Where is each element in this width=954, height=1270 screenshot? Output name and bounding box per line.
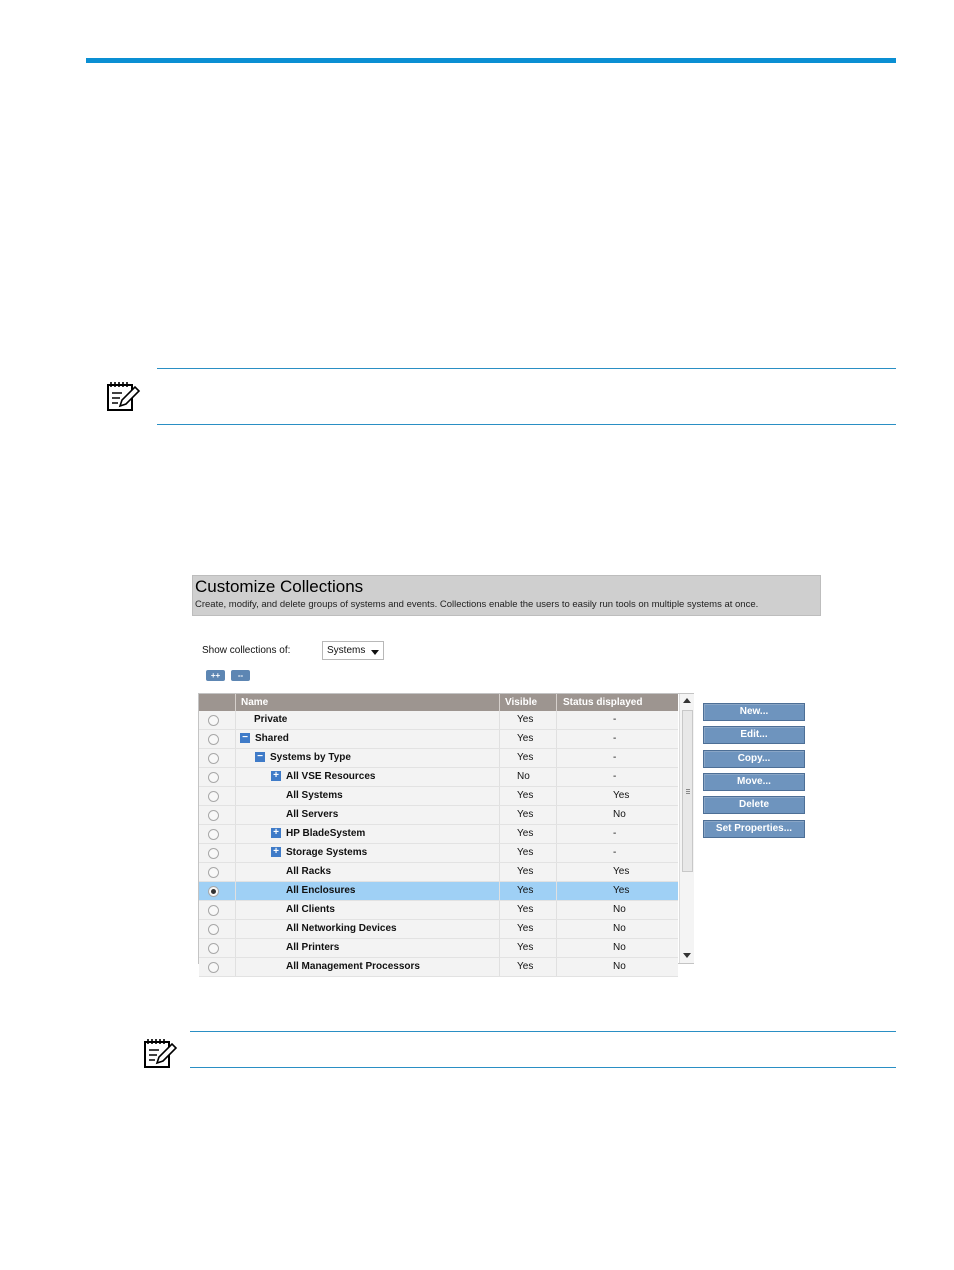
collapse-icon[interactable]: − <box>255 752 265 762</box>
cell-divider <box>235 863 236 881</box>
cell-divider <box>235 920 236 938</box>
row-status-displayed: - <box>613 828 617 839</box>
table-row[interactable] <box>199 749 678 768</box>
row-name: All Systems <box>286 790 343 801</box>
note-bottom-rule <box>157 424 896 425</box>
expand-icon[interactable]: + <box>271 828 281 838</box>
row-visible: Yes <box>517 714 534 725</box>
cell-divider <box>499 882 500 900</box>
row-name: All Management Processors <box>286 961 420 972</box>
row-visible: Yes <box>517 904 534 915</box>
cell-divider <box>556 939 557 957</box>
collection-type-value: Systems <box>327 645 366 656</box>
row-name: All Clients <box>286 904 335 915</box>
cell-divider <box>235 882 236 900</box>
cell-divider <box>556 768 557 786</box>
cell-divider <box>235 711 236 729</box>
cell-divider <box>499 711 500 729</box>
column-visible[interactable]: Visible <box>505 697 538 708</box>
page-description: Create, modify, and delete groups of systems and events. Collections enable the users to easily run tools on multiple systems at once. <box>195 599 759 610</box>
row-status-displayed: No <box>613 942 626 953</box>
cell-divider <box>499 749 500 767</box>
row-radio[interactable] <box>208 848 219 859</box>
row-name: All Servers <box>286 809 339 820</box>
row-name: Systems by Type <box>270 752 351 763</box>
cell-divider <box>556 844 557 862</box>
row-name: Storage Systems <box>286 847 368 858</box>
row-visible: Yes <box>517 828 534 839</box>
cell-divider <box>499 958 500 976</box>
edit-button[interactable]: Edit... <box>703 726 805 744</box>
row-name: All Racks <box>286 866 332 877</box>
row-visible: Yes <box>517 809 534 820</box>
row-status-displayed: No <box>613 961 626 972</box>
cell-divider <box>556 711 557 729</box>
row-status-displayed: - <box>613 752 617 763</box>
row-name: All Networking Devices <box>286 923 397 934</box>
note-bottom-rule <box>190 1067 896 1068</box>
delete-button[interactable]: Delete <box>703 796 805 814</box>
row-status-displayed: Yes <box>613 790 630 801</box>
expand-icon[interactable]: + <box>271 771 281 781</box>
cell-divider <box>556 958 557 976</box>
table-row[interactable] <box>199 863 678 882</box>
cell-divider <box>235 749 236 767</box>
cell-divider <box>556 806 557 824</box>
row-name: Shared <box>255 733 289 744</box>
row-radio[interactable] <box>208 734 219 745</box>
row-status-displayed: No <box>613 904 626 915</box>
cell-divider <box>556 901 557 919</box>
new-button[interactable]: New... <box>703 703 805 721</box>
grip-icon <box>686 789 690 790</box>
note-top-rule <box>157 368 896 369</box>
note-icon <box>143 1037 177 1069</box>
row-visible: Yes <box>517 923 534 934</box>
chevron-down-icon <box>371 650 379 655</box>
cell-divider <box>499 806 500 824</box>
scroll-thumb[interactable] <box>682 710 693 872</box>
cell-divider <box>499 920 500 938</box>
cell-divider <box>499 768 500 786</box>
cell-divider <box>499 863 500 881</box>
copy-button[interactable]: Copy... <box>703 750 805 768</box>
row-status-displayed: No <box>613 923 626 934</box>
scroll-down-icon[interactable] <box>683 953 691 958</box>
cell-divider <box>235 825 236 843</box>
page-top-rule <box>86 58 896 63</box>
header-divider <box>556 694 557 711</box>
table-row[interactable] <box>199 882 678 901</box>
row-radio[interactable] <box>208 791 219 802</box>
table-row[interactable] <box>199 901 678 920</box>
table-row[interactable] <box>199 730 678 749</box>
table-row[interactable] <box>199 768 678 787</box>
row-visible: Yes <box>517 866 534 877</box>
table-body <box>199 711 678 977</box>
cell-divider <box>235 901 236 919</box>
row-status-displayed: - <box>613 714 617 725</box>
scroll-up-icon[interactable] <box>683 698 691 703</box>
table-header <box>199 694 678 711</box>
row-radio[interactable] <box>208 962 219 973</box>
cell-divider <box>235 958 236 976</box>
table-row[interactable] <box>199 825 678 844</box>
row-radio[interactable] <box>208 715 219 726</box>
row-name: HP BladeSystem <box>286 828 366 839</box>
cell-divider <box>235 730 236 748</box>
row-radio[interactable] <box>208 810 219 821</box>
move-button[interactable]: Move... <box>703 773 805 791</box>
row-radio[interactable] <box>208 924 219 935</box>
row-name: Private <box>254 714 288 725</box>
table-row[interactable] <box>199 806 678 825</box>
row-radio[interactable] <box>208 886 219 897</box>
cell-divider <box>556 730 557 748</box>
row-visible: Yes <box>517 790 534 801</box>
row-status-displayed: No <box>613 809 626 820</box>
cell-divider <box>499 901 500 919</box>
row-name: All Printers <box>286 942 340 953</box>
row-radio[interactable] <box>208 772 219 783</box>
note-top-rule <box>190 1031 896 1032</box>
row-radio[interactable] <box>208 943 219 954</box>
cell-divider <box>556 863 557 881</box>
row-visible: Yes <box>517 847 534 858</box>
table-row[interactable] <box>199 787 678 806</box>
row-status-displayed: - <box>613 847 617 858</box>
row-name: All VSE Resources <box>286 771 376 782</box>
row-status-displayed: - <box>613 733 617 744</box>
row-status-displayed: Yes <box>613 885 630 896</box>
collapse-all-button[interactable]: -- <box>231 670 250 681</box>
table-row[interactable] <box>199 844 678 863</box>
row-name: All Enclosures <box>286 885 356 896</box>
cell-divider <box>556 749 557 767</box>
show-collections-label: Show collections of: <box>202 645 291 656</box>
row-status-displayed: Yes <box>613 866 630 877</box>
set-properties-button[interactable]: Set Properties... <box>703 820 805 838</box>
cell-divider <box>556 920 557 938</box>
cell-divider <box>235 939 236 957</box>
collection-type-select[interactable] <box>322 641 384 660</box>
expand-icon[interactable]: + <box>271 847 281 857</box>
row-visible: Yes <box>517 733 534 744</box>
row-radio[interactable] <box>208 867 219 878</box>
cell-divider <box>499 844 500 862</box>
row-status-displayed: - <box>613 771 617 782</box>
row-visible: Yes <box>517 942 534 953</box>
collapse-icon[interactable]: − <box>240 733 250 743</box>
vertical-scrollbar[interactable] <box>679 694 694 963</box>
page-header <box>192 575 821 616</box>
table-row[interactable] <box>199 920 678 939</box>
cell-divider <box>499 825 500 843</box>
page-title: Customize Collections <box>195 577 364 596</box>
cell-divider <box>235 844 236 862</box>
cell-divider <box>499 787 500 805</box>
table-row[interactable] <box>199 939 678 958</box>
cell-divider <box>556 787 557 805</box>
cell-divider <box>235 806 236 824</box>
cell-divider <box>499 730 500 748</box>
note-icon <box>106 380 140 412</box>
customize-collections-screenshot <box>192 575 822 972</box>
column-name[interactable]: Name <box>241 697 269 708</box>
row-radio[interactable] <box>208 829 219 840</box>
cell-divider <box>235 768 236 786</box>
header-divider <box>499 694 500 711</box>
cell-divider <box>235 787 236 805</box>
cell-divider <box>556 882 557 900</box>
row-visible: Yes <box>517 961 534 972</box>
header-divider <box>235 694 236 711</box>
row-radio[interactable] <box>208 905 219 916</box>
column-status-displayed[interactable]: Status displayed <box>563 697 643 708</box>
table-row[interactable] <box>199 711 678 730</box>
row-visible: Yes <box>517 752 534 763</box>
table-row[interactable] <box>199 958 678 977</box>
row-radio[interactable] <box>208 753 219 764</box>
expand-all-button[interactable]: ++ <box>206 670 225 681</box>
cell-divider <box>499 939 500 957</box>
row-visible: Yes <box>517 885 534 896</box>
cell-divider <box>556 825 557 843</box>
collections-table <box>198 693 694 972</box>
row-visible: No <box>517 771 530 782</box>
